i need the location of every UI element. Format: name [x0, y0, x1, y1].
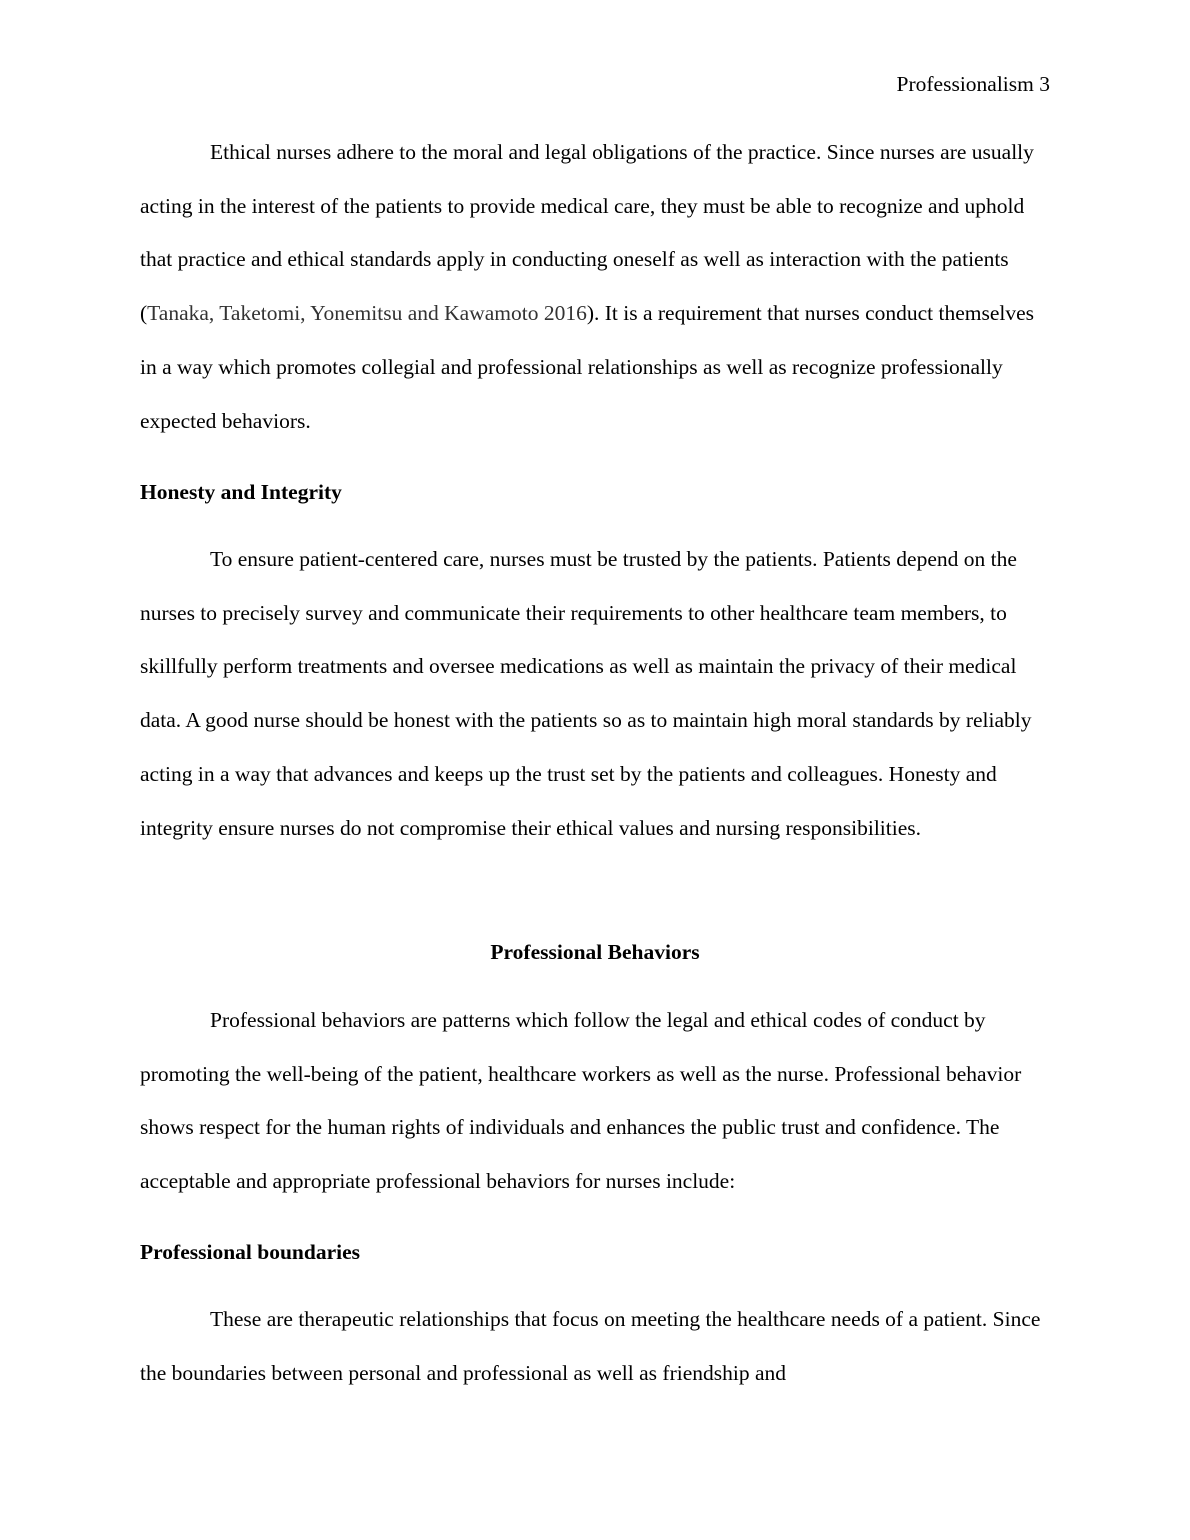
behaviors-paragraph: [140, 994, 1050, 1209]
boundaries-paragraph: [140, 1293, 1050, 1400]
intro-text-after-citation: ). It is a requirement that nurses conduct themselves in a way which promotes collegial and professional relationships as well as recognize professionally expected behaviors.: [140, 301, 1035, 433]
intro-citation: Tanaka, Taketomi, Yonemitsu and Kawamoto 2016: [147, 301, 587, 326]
honesty-body: To ensure patient-centered care, nurses must be trusted by the patients. Patients depend on the nurses to precisely survey and communicate their requirements to other healthcare team members, to skillfully perform treatments and oversee medications as well as maintain the privacy of their medical data. A good nurse should be honest with the patients so as to maintain high moral standards by reliably acting in a way that advances and keeps up the trust set by the patients and colleagues. Honesty and integrity ensure nurses do not compromise their ethical values and nursing responsibilities.: [140, 547, 1032, 840]
heading-honesty-integrity: Honesty and Integrity: [140, 480, 342, 504]
intro-text-before-citation: Ethical nurses adhere to the moral and legal obligations of the practice. Since nurses are usually acting in the interest of the patients to provide medical care, they must be able to recognize and uphold that practice and ethical standards apply in conducting oneself as well as interaction with the patients (: [140, 140, 1034, 326]
heading-professional-behaviors: Professional Behaviors: [490, 940, 700, 964]
boundaries-body: These are therapeutic relationships that focus on meeting the healthcare needs of a patient. Since the boundaries between personal and professional as well as friendship and: [140, 1307, 1041, 1385]
intro-paragraph: [140, 126, 1050, 448]
behaviors-body: Professional behaviors are patterns which follow the legal and ethical codes of conduct by promoting the well-being of the patient, healthcare workers as well as the nurse. Professional behavior shows respect for the human rights of individuals and enhances the public trust and confidence. The acceptable and appropriate professional behaviors for nurses include:: [140, 1008, 1022, 1194]
heading-professional-boundaries: Professional boundaries: [140, 1240, 361, 1264]
running-head: Professionalism 3: [896, 72, 1050, 96]
honesty-paragraph: [140, 533, 1050, 855]
